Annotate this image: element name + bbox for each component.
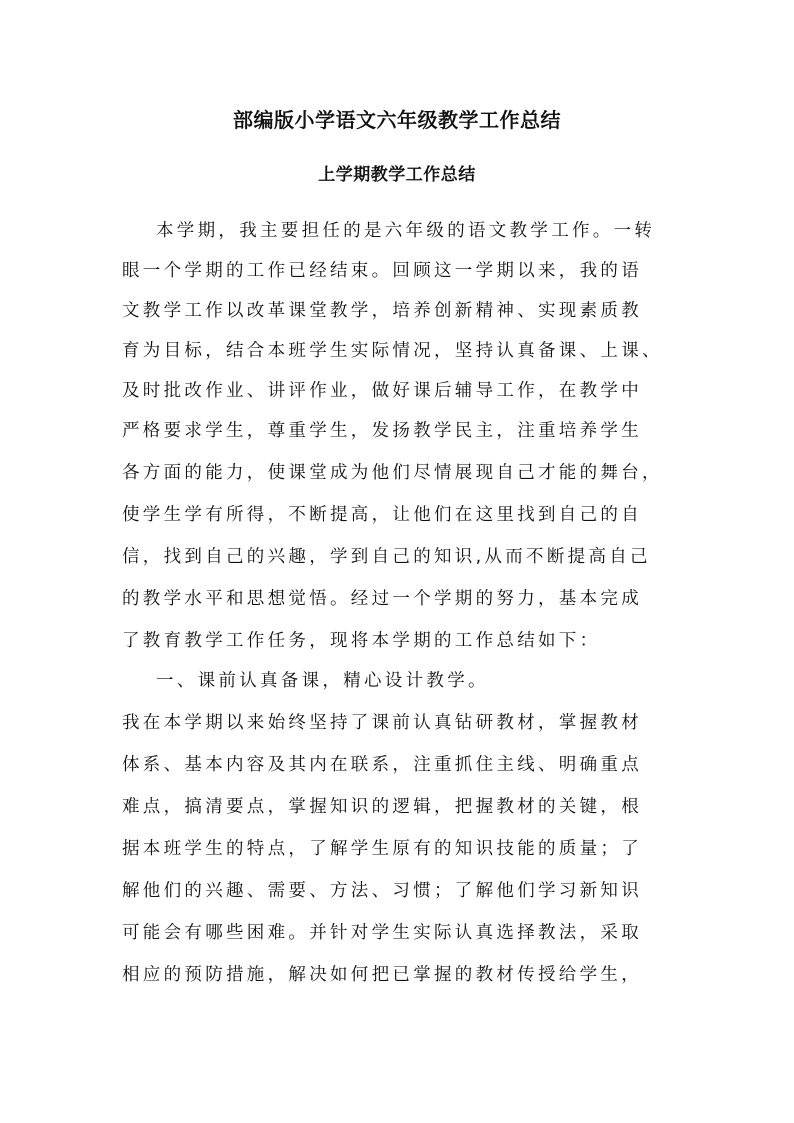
paragraph-line: 据本班学生的特点，了解学生原有的知识技能的质量；了 — [122, 839, 642, 859]
paragraph-line: 体系、基本内容及其内在联系，注重抓住主线、明确重点 — [122, 755, 642, 775]
paragraph-line: 的教学水平和思想觉悟。经过一个学期的努力，基本完成 — [122, 589, 642, 609]
paragraph-line: 文教学工作以改革课堂教学，培养创新精神、实现素质教 — [122, 301, 642, 321]
paragraph-line: 各方面的能力，使课堂成为他们尽情展现自己才能的舞台， — [122, 463, 663, 483]
paragraph-line: 及时批改作业、讲评作业，做好课后辅导工作，在教学中 — [122, 381, 642, 401]
paragraph-line: 了教育教学工作任务，现将本学期的工作总结如下： — [122, 631, 601, 651]
paragraph-line: 相应的预防措施，解决如何把已掌握的教材传授给学生， — [122, 965, 642, 985]
section-heading: 一、课前认真备课，精心设计教学。 — [156, 671, 489, 691]
paragraph-line: 信，找到自己的兴趣，学到自己的知识,从而不断提高自己 — [122, 547, 651, 567]
paragraph-line: 可能会有哪些困难。并针对学生实际认真选择教法，采取 — [122, 923, 642, 943]
document-subtitle: 上学期教学工作总结 — [318, 165, 476, 185]
paragraph-line: 眼一个学期的工作已经结束。回顾这一学期以来，我的语 — [122, 261, 642, 281]
paragraph-line: 使学生学有所得，不断提高，让他们在这里找到自己的自 — [122, 505, 642, 525]
paragraph-line: 育为目标，结合本班学生实际情况，坚持认真备课、上课、 — [122, 341, 663, 361]
document-title: 部编版小学语文六年级教学工作总结 — [233, 108, 561, 132]
paragraph-line: 我在本学期以来始终坚持了课前认真钻研教材，掌握教材 — [122, 713, 642, 733]
paragraph-line: 难点，搞清要点，掌握知识的逻辑，把握教材的关键，根 — [122, 797, 642, 817]
paragraph-line: 本学期，我主要担任的是六年级的语文教学工作。一转 — [156, 221, 656, 241]
paragraph-line: 严格要求学生，尊重学生，发扬教学民主，注重培养学生 — [122, 421, 642, 441]
paragraph-line: 解他们的兴趣、需要、方法、习惯；了解他们学习新知识 — [122, 881, 642, 901]
